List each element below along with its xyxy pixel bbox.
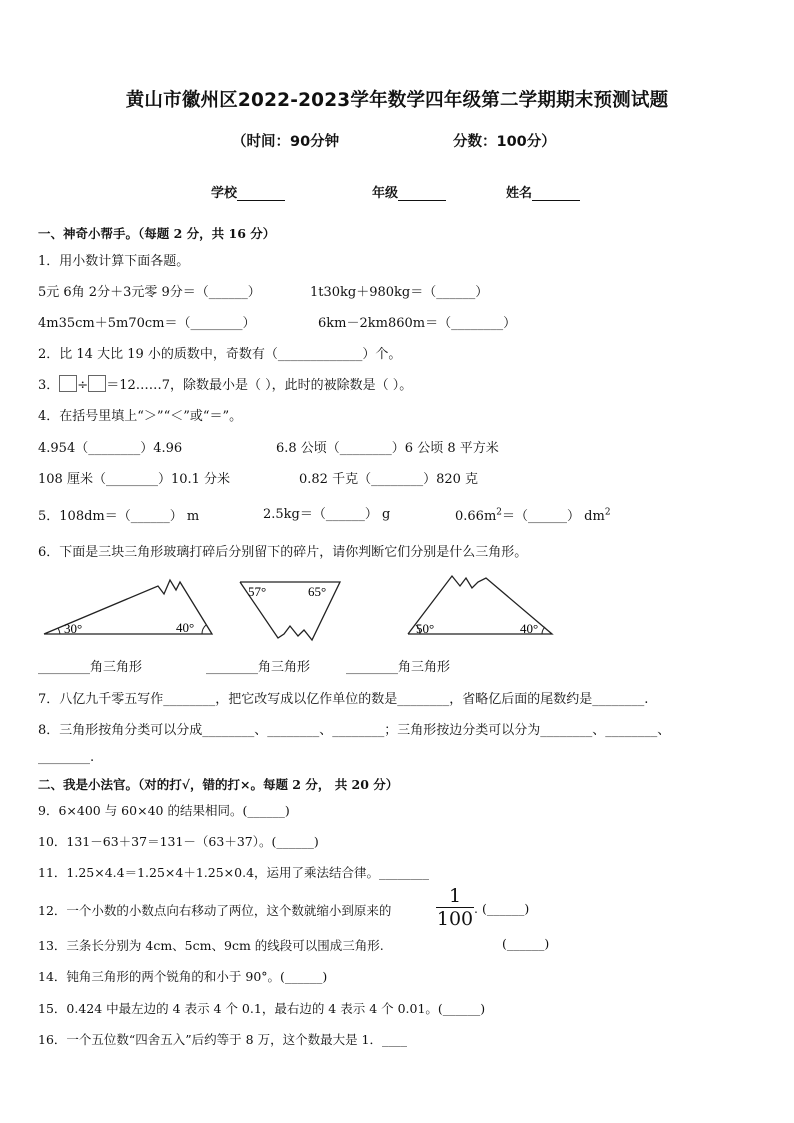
grade-label: 年级 — [372, 186, 399, 201]
question-3-number: 3． — [38, 378, 60, 393]
question-10: 10．131－63＋37＝131－（63＋37）。(______) — [38, 834, 319, 849]
section-one-heading: 一、神奇小帮手。（每题 2 分，共 16 分） — [38, 226, 276, 241]
question-13: 13．三条长分别为 4cm、5cm、9cm 的线段可以围成三角形. — [38, 938, 384, 953]
question-4b: 6.8 公顷（________）6 公顷 8 平方米 — [276, 441, 499, 456]
question-5a: 5．108dm＝（______） m — [38, 509, 200, 524]
triangle-fragment-1 — [38, 572, 218, 640]
question-5b: 2.5kg＝（______） g — [263, 507, 391, 522]
exam-time: （时间：90分钟 — [232, 134, 340, 150]
angle-label-50: 50° — [416, 621, 435, 636]
question-7: 7．八亿九千零五写作________，把它改写成以亿作单位的数是________，省略亿后面的尾数约是________. — [38, 692, 649, 707]
page-title: 黄山市徽州区2022-2023学年数学四年级第二学期期末预测试题 — [125, 90, 669, 111]
question-13-blank: (______) — [502, 936, 550, 951]
fraction-one-hundredth — [436, 886, 474, 929]
grade-input-line[interactable] — [398, 186, 446, 201]
question-12-blank: . (______) — [474, 901, 530, 916]
exam-score: 分数：100分） — [453, 134, 556, 150]
triangle-fragment-2 — [236, 578, 346, 644]
question-14: 14．钝角三角形的两个锐角的和小于 90°。(______) — [38, 969, 328, 984]
question-3-rest: ＝12……7，除数最小是（ ），此时的被除数是（ ）。 — [106, 378, 413, 393]
question-6-stem: 6．下面是三块三角形玻璃打碎后分别留下的碎片，请你判断它们分别是什么三角形。 — [38, 545, 528, 560]
question-4a: 4.954（________）4.96 — [38, 441, 183, 456]
fraction-numerator: 1 — [448, 885, 462, 907]
question-1a: 5元 6角 2分＋3元零 9分＝（______） — [38, 285, 261, 300]
question-1b: 1t30kg＋980kg＝（______） — [310, 285, 489, 300]
section-two-heading: 二、我是小法官。（对的打√，错的打×。每题 2 分， 共 20 分） — [38, 777, 399, 792]
school-field — [211, 182, 285, 201]
question-5c-blank: ＝（______） dm — [502, 509, 605, 524]
question-6-answer-3: ________角三角形 — [346, 660, 451, 675]
angle-label-40: 40° — [176, 620, 195, 635]
name-input-line[interactable] — [532, 186, 580, 201]
angle-label-65: 65° — [308, 584, 327, 599]
question-11: 11．1.25×4.4＝1.25×4＋1.25×0.4，运用了乘法结合律。________ — [38, 865, 430, 880]
question-3 — [38, 374, 412, 393]
fraction-denominator: 100 — [436, 908, 474, 930]
question-1c: 4m35cm＋5m70cm＝（________） — [38, 316, 256, 331]
grade-field — [372, 182, 446, 201]
question-5c-value: 0.66m — [455, 509, 497, 524]
question-9: 9．6×400 与 60×40 的结果相同。(______) — [38, 803, 290, 818]
question-1-stem: 1．用小数计算下面各题。 — [38, 254, 190, 269]
name-label: 姓名 — [506, 186, 533, 201]
question-8-line-1: 8．三角形按角分类可以分成________、________、________；三角形按边分类可以分为________、________、 — [38, 723, 671, 738]
superscript-2: 2 — [496, 507, 503, 518]
question-8-line-2: ________. — [38, 750, 95, 765]
superscript-2-unit: 2 — [604, 507, 611, 518]
divisor-box[interactable] — [88, 375, 106, 392]
question-4-stem: 4．在括号里填上“＞”“＜”或“＝”。 — [38, 409, 243, 424]
question-6-answer-1: ________角三角形 — [38, 660, 143, 675]
question-6-answer-2: ________角三角形 — [206, 660, 311, 675]
question-1d: 6km－2km860m＝（________） — [318, 316, 517, 331]
triangle-fragment-3 — [404, 570, 556, 640]
divide-sign: ÷ — [77, 378, 89, 393]
question-5c — [455, 505, 611, 524]
name-field — [506, 182, 580, 201]
dividend-box[interactable] — [59, 375, 77, 392]
question-4d: 0.82 千克（________）820 克 — [299, 472, 479, 487]
question-15: 15．0.424 中最左边的 4 表示 4 个 0.1，最右边的 4 表示 4 个 0.01。(______) — [38, 1001, 486, 1016]
question-4c: 108 厘米（________）10.1 分米 — [38, 472, 231, 487]
school-input-line[interactable] — [237, 186, 285, 201]
question-12: 12．一个小数的小数点向右移动了两位，这个数就缩小到原来的 — [38, 903, 392, 918]
angle-label-30: 30° — [64, 621, 83, 636]
question-16: 16．一个五位数“四舍五入”后约等于 8 万，这个数最大是 1．____ — [38, 1032, 408, 1047]
angle-label-57: 57° — [248, 584, 267, 599]
question-2: 2．比 14 大比 19 小的质数中，奇数有（_____________）个。 — [38, 347, 402, 362]
school-label: 学校 — [211, 186, 238, 201]
angle-label-40b: 40° — [520, 621, 539, 636]
